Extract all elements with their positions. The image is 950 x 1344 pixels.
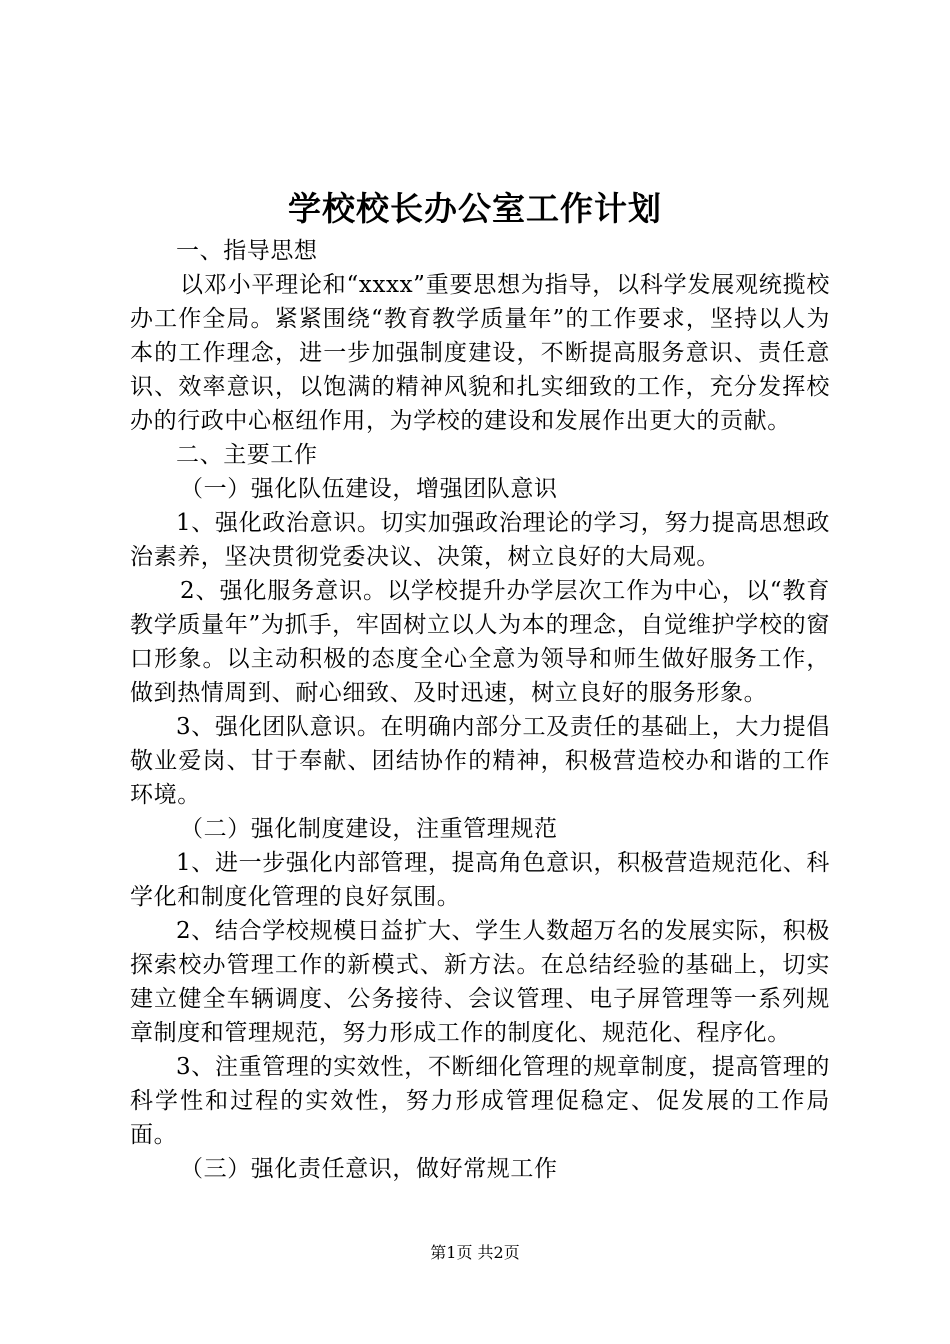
paragraph-new-methods: 2、结合学校规模日益扩大、学生人数超万名的发展实际，积极探索校办管理工作的新模式、新方法。在总结经验的基础上，切实建立健全车辆调度、公务接待、会议管理、电子屏管理等一系列规章制度和管理规范，努力形成工作的制度化、规范化、程序化。 (130, 918, 830, 1046)
heading-guiding-ideology: 一、指导思想 (176, 238, 318, 264)
paragraph-service-awareness: 2、强化服务意识。以学校提升办学层次工作为中心，以“教育教学质量年”为抓手，牢固树立以人为本的理念，自觉维护学校的窗口形象。以主动积极的态度全心全意为领导和师生做好服务工作，做到热情周到、耐心细致、及时迅速，树立良好的服务形象。 (130, 578, 830, 706)
subheading-responsibility: （三）强化责任意识，做好常规工作 (180, 1156, 558, 1182)
document-title: 学校校长办公室工作计划 (288, 189, 662, 228)
paragraph-management-effectiveness: 3、注重管理的实效性，不断细化管理的规章制度，提高管理的科学性和过程的实效性，努力形成管理促稳定、促发展的工作局面。 (130, 1054, 830, 1148)
paragraph-political-awareness: 1、强化政治意识。切实加强政治理论的学习，努力提高思想政治素养，坚决贯彻党委决议、决策，树立良好的大局观。 (130, 510, 830, 570)
subheading-team-building: （一）强化队伍建设，增强团队意识 (180, 476, 558, 502)
subheading-system-building: （二）强化制度建设，注重管理规范 (180, 816, 558, 842)
document-body (130, 234, 830, 1186)
paragraph-guiding-ideology: 以邓小平理论和“xxxx”重要思想为指导，以科学发展观统揽校办工作全局。紧紧围绕“教育教学质量年”的工作要求，坚持以人为本的工作理念，进一步加强制度建设，不断提高服务意识、责任意识、效率意识，以饱满的精神风貌和扎实细致的工作，充分发挥校办的行政中心枢纽作用，为学校的建设和发展作出更大的贡献。 (130, 272, 830, 434)
paragraph-internal-management: 1、进一步强化内部管理，提高角色意识，积极营造规范化、科学化和制度化管理的良好氛围。 (130, 850, 830, 910)
paragraph-team-awareness: 3、强化团队意识。在明确内部分工及责任的基础上，大力提倡敬业爱岗、甘于奉献、团结协作的精神，积极营造校办和谐的工作环境。 (130, 714, 830, 808)
page-footer: 第1页 共2页 (430, 1243, 520, 1262)
heading-main-work: 二、主要工作 (176, 442, 318, 468)
